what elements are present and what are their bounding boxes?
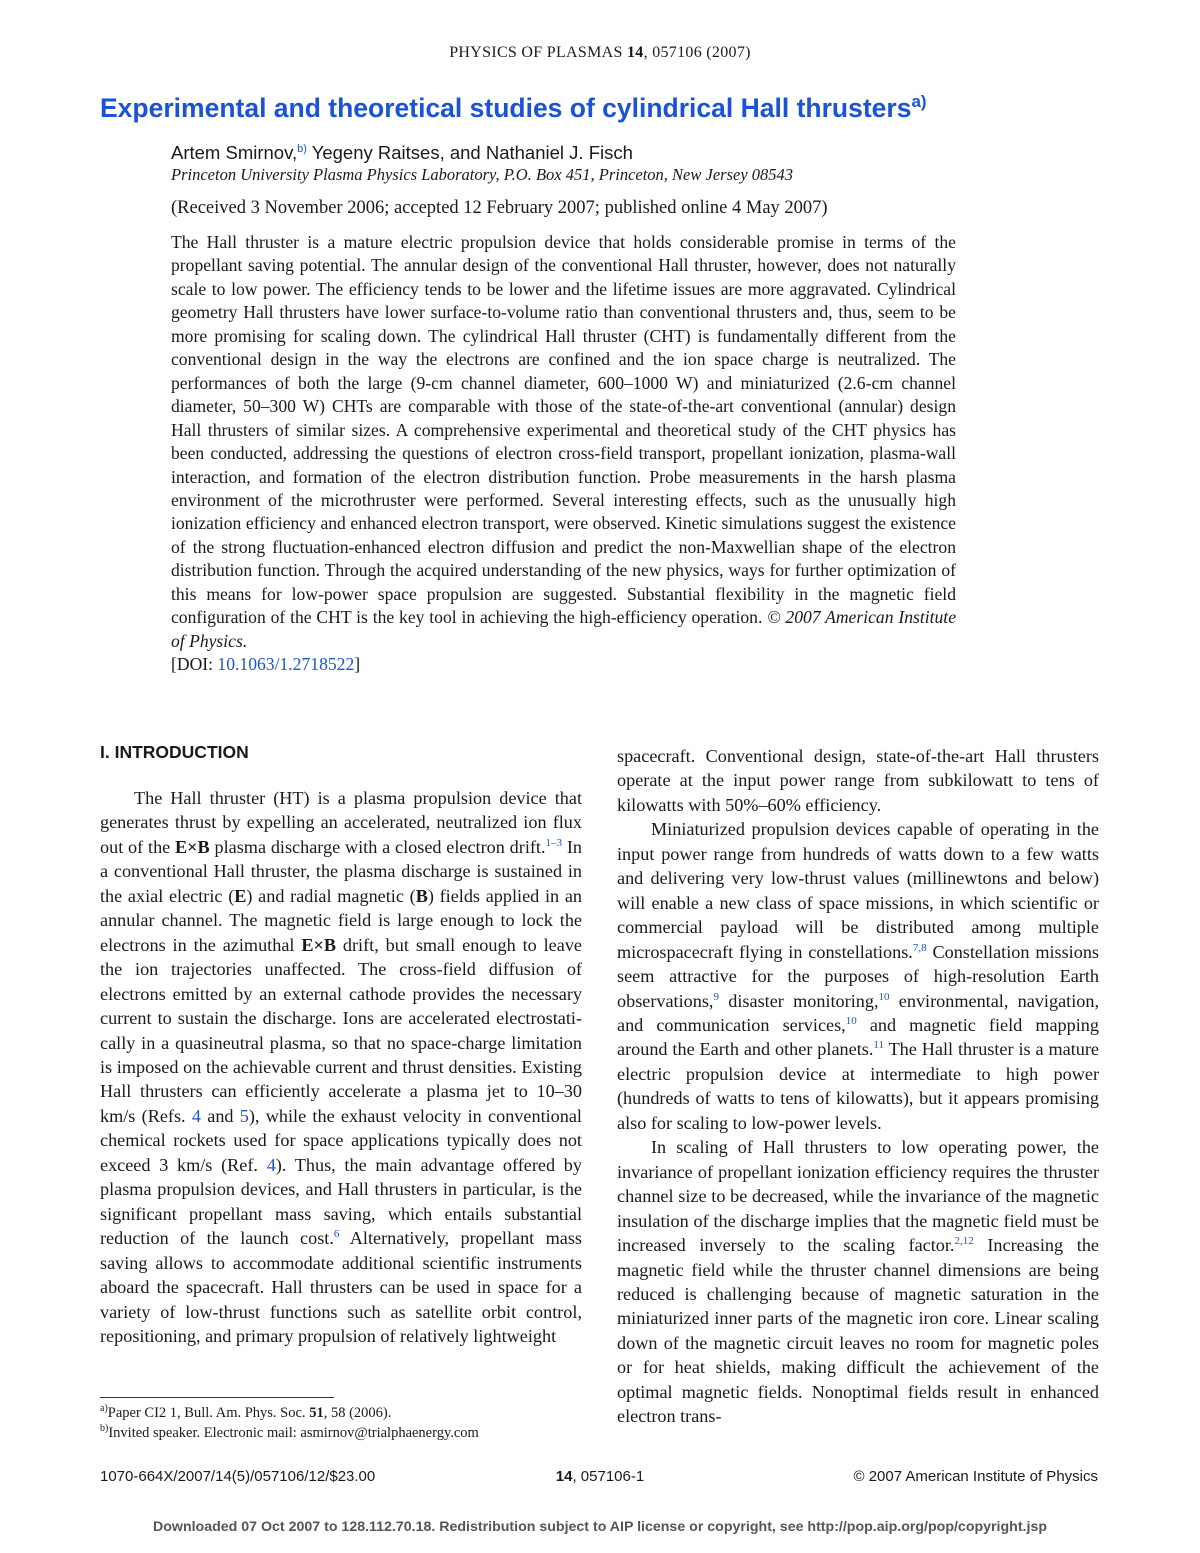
text-run: drift, but small enough to leave the ion trajectories unaffected. The cross-field diffusion of electrons emitted by an external cathode provides the necessary current to sustain the discharge. Ions are accelerated electrostatically in a quasineutral plasma, so that no space-charge limitation is imposed on the achievable current and thrust densities. Existing Hall thrusters can efficiently accelerate a plasma jet to 10–30 km/s (Refs. [100,934,582,1126]
doi-suffix: ] [354,654,361,675]
math-e: E [234,885,247,906]
footer-copyright: © 2007 American Institute of Physics [853,1468,1098,1485]
citation-link[interactable]: 10 [878,990,890,1003]
text-run: The Hall thruster (HT) is a plasma propulsion device that generates thrust by expelling an accelerated, neutralized ion flux out of the [100,788,582,857]
citation-link[interactable]: 7,8 [912,941,927,954]
article-number: , 057106 (2007) [643,44,751,61]
download-notice: Downloaded 07 Oct 2007 to 128.112.70.18. Redistribution subject to AIP license or copyright, see http://pop.aip.org/pop/copyright.jsp [153,1519,1047,1535]
paper-title-text: Experimental and theoretical studies of cylindrical Hall thrusters [100,92,912,123]
paragraph: spacecraft. Conventional design, state-of-the-art Hall thrusters operate at the input power range from subkilowatt to tens of kilowatts with 50%–60% efficiency. [617,746,1099,815]
text-run: and [200,1105,240,1126]
author-footnote-mark[interactable]: b) [297,142,307,155]
math-exb: E×B [301,934,336,955]
footnote-mark: b) [100,1423,109,1435]
running-head [0,44,1200,62]
author-list [171,142,633,164]
paragraph [617,1135,1099,1428]
abstract-copyright: © 2007 American Institute of Physics. [171,607,956,651]
footnote-divider [100,1397,334,1398]
abstract [171,231,956,677]
text-run: Alternatively, propellant mass saving allows to accommodate additional scientific instruments aboard the spacecraft. Hall thrusters can be used in space for a variety of low-thrust functions such as satellite orbit control, repositioning, and primary propulsion of relatively lightweight [100,1228,582,1346]
footnote-volume: 51 [309,1405,324,1421]
citation-link[interactable]: 4 [191,1105,201,1126]
citation-link[interactable]: 9 [713,990,719,1003]
abstract-body: The Hall thruster is a mature electric propulsion device that holds considerable promise in terms of the propellant saving potential. The annular design of the conventional Hall thruster, however, does not naturally scale to low power. The efficiency tends to be lower and the lifetime issues are more aggravated. Cylindrical geometry Hall thrusters have lower surface-to-volume ratio than conventional thrusters and, thus, seem to be more promising for scaling down. The cylindrical Hall thruster (CHT) is fundamentally different from the conventional design in the way the electrons are confined and the ion space charge is neutralized. The performances of both the large (9-cm channel diameter, 600–1000 W) and miniaturized (2.6-cm channel diameter, 50–300 W) CHTs are comparable with those of the state-of-the-art conventional (annular) design Hall thrusters of similar sizes. A comprehensive experimental and theoretical study of the CHT physics has been conducted, addressing the questions of electron cross-field transport, propellant ionization, plasma-wall interaction, and formation of the electron distribution function. Probe measurements in the harsh plasma environment of the microthruster were performed. Several interesting effects, such as the unusually high ionization efficiency and enhanced electron transport, were observed. Kinetic simulations suggest the existence of the strong fluctuation-enhanced electron diffusion and predict the non-Maxwellian shape of the electron distribution function. Through the acquired understanding of the new physics, ways for further optimization of this means for low-power space propulsion are suggested. Substantial flexibility in the magnetic field configuration of the CHT is the key tool in achieving the high-efficiency operation. [171,232,956,628]
text-run: The Hall thruster is a mature electric propulsion device at intermediate to high power (hundreds of watts to tens of kilowatts), but it appears promising also for scaling to low-power levels. [617,1039,1099,1133]
text-run: Constellation missions seem attractive for the purposes of high-resolution Earth observations, [617,941,1099,1011]
journal-name: PHYSICS OF PLASMAS [449,44,623,61]
citation-link[interactable]: 11 [873,1039,884,1052]
text-run: ), while the exhaust velocity in conventional chemical rockets used for space applications typically does not exceed 3 km/s (Ref. [100,1105,582,1175]
math-b: B [415,885,428,906]
citation-link[interactable]: 10 [845,1014,857,1027]
paragraph [617,817,1099,1135]
footnote-a [100,1403,479,1423]
text-run: ). Thus, the main advantage offered by plasma propulsion devices, and Hall thrusters in particular, is the significant propellant mass saving, which entails substantial reduction of the launch cost. [100,1154,582,1249]
footer-volume: 14 [555,1468,573,1485]
doi-prefix: [DOI: [171,654,218,675]
text-run: Increasing the magnetic field while the thruster channel dimensions are being reduced is challenging because of magnetic saturation in the miniaturized inner parts of the magnetic iron core. Linear scaling down of the magnetic circuit leaves no room for magnetic poles or for heat shields, making difficult the achievement of the optimal magnetic fields. Nonoptimal fields result in enhanced electron trans- [617,1235,1099,1427]
footnote-text: Paper CI2 1, Bull. Am. Phys. Soc. [107,1405,310,1421]
text-run: plasma discharge with a closed electron drift. [209,836,546,857]
affiliation: Princeton University Plasma Physics Laboratory, P.O. Box 451, Princeton, New Jersey 08543 [171,165,794,184]
paragraph [100,786,582,1348]
footer-issn: 1070-664X/2007/14(5)/057106/12/$23.00 [100,1468,376,1485]
text-run: environmental, navigation, and communication services, [617,990,1099,1035]
right-column [617,744,1099,1429]
citation-link[interactable]: 2,12 [954,1235,974,1247]
section-heading: I. INTRODUCTION [100,742,249,762]
footnote-b [100,1423,479,1443]
other-authors: Yegeny Raitses, and Nathaniel J. Fisch [306,142,633,163]
title-footnote-mark[interactable]: a) [911,92,927,111]
text-run: ) fields applied in an annular channel. The magnetic field is large enough to lock the electrons in the azimuthal [100,885,582,955]
left-column [100,786,582,1348]
citation-link[interactable]: 5 [239,1105,249,1126]
footnote-text: , 58 (2006). [323,1405,392,1421]
text-run: In scaling of Hall thrusters to low operating power, the invariance of propellant ionization efficiency requires the thruster channel size to be decreased, while the invariance of the magnetic insulation of the discharge implies that the magnetic field must be increased inversely to the scaling factor. [617,1137,1099,1256]
footnote-text: Invited speaker. Electronic mail: asmirnov@trialphaenergy.com [108,1425,479,1441]
text-run: Miniaturized propulsion devices capable of operating in the input power range from hundreds of watts down to a few watts and delivering very low-thrust values (millinewtons and below) will enable a new class of space missions, in which scientific or commercial payload will be distributed among multiple microspacecraft flying in constellations. [617,819,1099,962]
author-1: Artem Smirnov, [171,142,298,163]
journal-volume: 14 [627,44,644,61]
citation-link[interactable]: 1–3 [545,836,563,849]
citation-link[interactable]: 4 [266,1154,276,1175]
footer-page: , 057106-1 [572,1468,645,1485]
footnotes [100,1403,479,1443]
paper-title [100,92,1100,124]
math-exb: E×B [175,836,210,857]
footnote-mark: a) [100,1403,108,1415]
text-run: disaster monitoring, [718,990,879,1011]
doi-line [171,654,360,674]
text-run: ) and radial magnetic ( [246,885,416,906]
citation-link[interactable]: 6 [333,1228,340,1241]
text-run: In a conventional Hall thruster, the plasma discharge is sustained in the axial electric ( [100,836,582,906]
doi-link[interactable]: 10.1063/1.2718522 [217,654,355,675]
received-dates: (Received 3 November 2006; accepted 12 February 2007; published online 4 May 2007) [171,198,828,218]
text-run: and magnetic field mapping around the Earth and other planets. [617,1014,1099,1060]
